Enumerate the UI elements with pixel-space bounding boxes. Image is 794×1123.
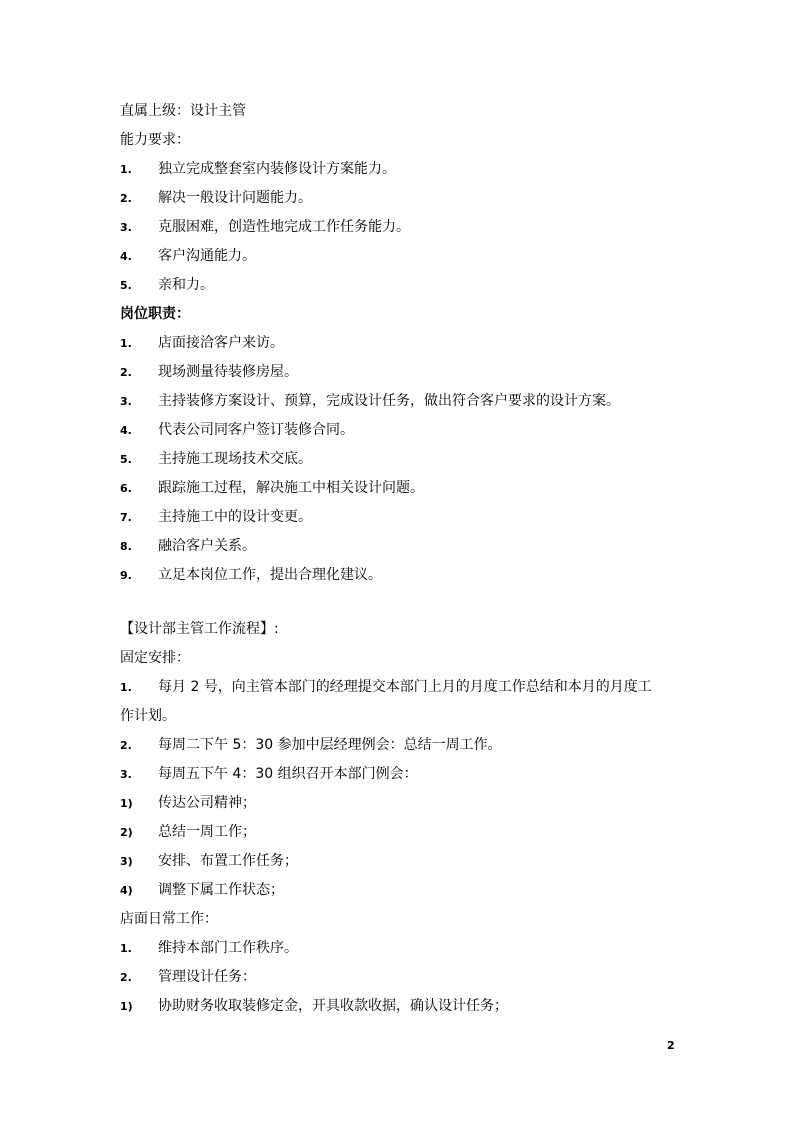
page-content bbox=[120, 97, 680, 1021]
ability-heading: 能力要求： bbox=[120, 132, 190, 148]
list-number: 1) bbox=[120, 797, 133, 810]
duty-heading: 岗位职责： bbox=[120, 306, 190, 322]
list-item bbox=[120, 561, 680, 590]
list-text: 融洽客户关系。 bbox=[158, 538, 256, 554]
list-item bbox=[120, 445, 680, 474]
list-item bbox=[120, 503, 680, 532]
list-text: 独立完成整套室内装修设计方案能力。 bbox=[158, 161, 396, 177]
daily-list bbox=[120, 934, 680, 992]
list-number: 1) bbox=[120, 1000, 133, 1013]
list-text: 主持施工中的设计变更。 bbox=[158, 509, 312, 525]
list-text-continuation: 作计划。 bbox=[120, 708, 176, 724]
list-number: 4. bbox=[120, 424, 132, 437]
list-item bbox=[120, 271, 680, 300]
list-item bbox=[120, 387, 680, 416]
list-number: 6. bbox=[120, 482, 132, 495]
list-text: 每周五下午 4：30 组织召开本部门例会： bbox=[158, 766, 418, 782]
fixed-heading: 固定安排： bbox=[120, 650, 190, 666]
list-item bbox=[120, 731, 680, 760]
list-number: 5. bbox=[120, 279, 132, 292]
list-text: 解决一般设计问题能力。 bbox=[158, 190, 312, 206]
list-text: 调整下属工作状态； bbox=[158, 882, 284, 898]
list-text: 协助财务收取装修定金，开具收款收据，确认设计任务； bbox=[158, 998, 508, 1014]
list-text: 主持施工现场技术交底。 bbox=[158, 451, 312, 467]
list-number: 3. bbox=[120, 395, 132, 408]
list-number: 4) bbox=[120, 884, 133, 897]
list-item bbox=[120, 818, 680, 847]
list-text: 跟踪施工过程，解决施工中相关设计问题。 bbox=[158, 480, 424, 496]
duty-list bbox=[120, 329, 680, 590]
list-number: 4. bbox=[120, 250, 132, 263]
list-text: 现场测量待装修房屋。 bbox=[158, 364, 298, 380]
list-item bbox=[120, 358, 680, 387]
list-item bbox=[120, 532, 680, 561]
list-number: 2. bbox=[120, 192, 132, 205]
page-number: 2 bbox=[667, 1039, 675, 1052]
list-number: 3. bbox=[120, 221, 132, 234]
list-item bbox=[120, 416, 680, 445]
task-list bbox=[120, 992, 680, 1021]
list-number: 1. bbox=[120, 163, 132, 176]
list-item bbox=[120, 213, 680, 242]
list-number: 2. bbox=[120, 971, 132, 984]
list-item bbox=[120, 760, 680, 789]
list-number: 7. bbox=[120, 511, 132, 524]
list-text: 代表公司同客户签订装修合同。 bbox=[158, 422, 354, 438]
list-number: 9. bbox=[120, 569, 132, 582]
list-number: 2. bbox=[120, 366, 132, 379]
list-number: 3) bbox=[120, 855, 133, 868]
list-number: 3. bbox=[120, 768, 132, 781]
list-number: 2. bbox=[120, 739, 132, 752]
section-title: 【设计部主管工作流程】: bbox=[120, 621, 279, 637]
supervisor-line: 直属上级：设计主管 bbox=[120, 103, 246, 119]
list-item bbox=[120, 992, 680, 1021]
list-text: 每周二下午 5：30 参加中层经理例会：总结一周工作。 bbox=[158, 737, 502, 753]
ability-list bbox=[120, 155, 680, 300]
list-item bbox=[120, 242, 680, 271]
list-item bbox=[120, 329, 680, 358]
list-item bbox=[120, 963, 680, 992]
list-item bbox=[120, 673, 680, 731]
list-text: 主持装修方案设计、预算，完成设计任务，做出符合客户要求的设计方案。 bbox=[158, 393, 620, 409]
list-text: 维持本部门工作秩序。 bbox=[158, 940, 298, 956]
list-item bbox=[120, 789, 680, 818]
list-text: 亲和力。 bbox=[158, 277, 214, 293]
list-item bbox=[120, 876, 680, 905]
list-number: 1. bbox=[120, 337, 132, 350]
list-text: 店面接洽客户来访。 bbox=[158, 335, 284, 351]
list-text: 立足本岗位工作，提出合理化建议。 bbox=[158, 567, 382, 583]
list-item bbox=[120, 934, 680, 963]
list-number: 1. bbox=[120, 942, 132, 955]
list-text: 安排、布置工作任务； bbox=[158, 853, 298, 869]
list-text: 传达公司精神； bbox=[158, 795, 256, 811]
list-item bbox=[120, 184, 680, 213]
list-text: 克服困难，创造性地完成工作任务能力。 bbox=[158, 219, 410, 235]
list-text: 总结一周工作； bbox=[158, 824, 256, 840]
section-spacer bbox=[120, 590, 680, 615]
list-text: 客户沟通能力。 bbox=[158, 248, 256, 264]
list-text: 每月 2 号，向主管本部门的经理提交本部门上月的月度工作总结和本月的月度工 bbox=[158, 679, 652, 695]
meeting-list bbox=[120, 789, 680, 905]
list-item bbox=[120, 847, 680, 876]
list-item bbox=[120, 474, 680, 503]
list-text: 管理设计任务： bbox=[158, 969, 256, 985]
list-number: 5. bbox=[120, 453, 132, 466]
daily-heading: 店面日常工作： bbox=[120, 911, 218, 927]
list-number: 8. bbox=[120, 540, 132, 553]
list-item bbox=[120, 155, 680, 184]
list-number: 1. bbox=[120, 681, 132, 694]
list-number: 2) bbox=[120, 826, 133, 839]
fixed-list bbox=[120, 673, 680, 789]
